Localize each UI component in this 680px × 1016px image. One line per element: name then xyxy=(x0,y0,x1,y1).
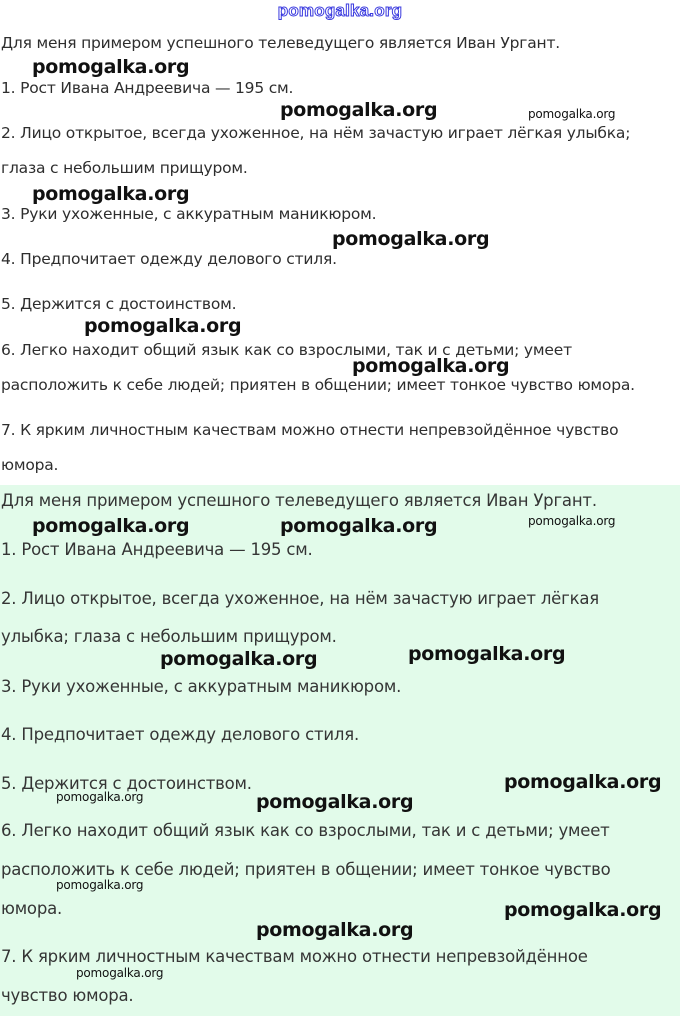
watermark: pomogalka.org xyxy=(32,515,190,537)
watermark: pomogalka.org xyxy=(84,315,242,337)
item-7-line-2: юмора. xyxy=(1,456,59,474)
item-2-line-1: 2. Лицо открытое, всегда ухоженное, на нём зачастую играет лёгкая улыбка; xyxy=(1,124,631,142)
watermark-small: pomogalka.org xyxy=(528,107,616,121)
watermark: pomogalka.org xyxy=(408,643,566,665)
item-2-line-2: улыбка; глаза с небольшим прищуром. xyxy=(1,627,337,646)
watermark: pomogalka.org xyxy=(280,99,438,121)
intro-line: Для меня примером успешного телеведущего является Иван Ургант. xyxy=(1,491,597,510)
watermark: pomogalka.org xyxy=(280,515,438,537)
watermark: pomogalka.org xyxy=(332,228,490,250)
item-4: 4. Предпочитает одежду делового стиля. xyxy=(1,250,337,268)
item-3: 3. Руки ухоженные, с аккуратным маникюром. xyxy=(1,677,402,696)
item-6-line-2: расположить к себе людей; приятен в общении; имеет тонкое чувство юмора. xyxy=(1,376,635,394)
watermark: pomogalka.org xyxy=(32,56,190,78)
watermark: pomogalka.org xyxy=(256,791,414,813)
header-watermark: pomogalka.org xyxy=(277,1,403,20)
item-4: 4. Предпочитает одежду делового стиля. xyxy=(1,725,360,744)
item-5: 5. Держится с достоинством. xyxy=(1,295,237,313)
item-7-line-2: чувство юмора. xyxy=(1,986,134,1005)
intro-line: Для меня примером успешного телеведущего является Иван Ургант. xyxy=(1,34,561,52)
item-5: 5. Держится с достоинством. xyxy=(1,774,252,793)
watermark: pomogalka.org xyxy=(160,648,318,670)
item-6-line-2: расположить к себе людей; приятен в общении; имеет тонкое чувство xyxy=(1,860,611,879)
item-3: 3. Руки ухоженные, с аккуратным маникюром. xyxy=(1,205,377,223)
item-1: 1. Рост Ивана Андреевича — 195 см. xyxy=(1,79,294,97)
text-section-green xyxy=(0,485,680,1016)
text-section-white xyxy=(0,0,680,485)
watermark-small: pomogalka.org xyxy=(56,878,144,892)
watermark: pomogalka.org xyxy=(256,919,414,941)
item-6-line-3: юмора. xyxy=(1,899,63,918)
item-2-line-2: глаза с небольшим прищуром. xyxy=(1,159,248,177)
item-2-line-1: 2. Лицо открытое, всегда ухоженное, на нём зачастую играет лёгкая xyxy=(1,589,599,608)
watermark: pomogalka.org xyxy=(504,899,662,921)
watermark: pomogalka.org xyxy=(352,355,510,377)
item-6-line-1: 6. Легко находит общий язык как со взрослыми, так и с детьми; умеет xyxy=(1,341,572,359)
watermark-small: pomogalka.org xyxy=(76,966,164,980)
watermark: pomogalka.org xyxy=(32,183,190,205)
item-6-line-1: 6. Легко находит общий язык как со взрослыми, так и с детьми; умеет xyxy=(1,821,610,840)
watermark-small: pomogalka.org xyxy=(528,514,616,528)
item-1: 1. Рост Ивана Андреевича — 195 см. xyxy=(1,540,313,559)
watermark-small: pomogalka.org xyxy=(56,790,144,804)
item-7-line-1: 7. К ярким личностным качествам можно отнести непревзойдённое xyxy=(1,947,588,966)
watermark: pomogalka.org xyxy=(504,771,662,793)
item-7-line-1: 7. К ярким личностным качествам можно отнести непревзойдённое чувство xyxy=(1,421,619,439)
